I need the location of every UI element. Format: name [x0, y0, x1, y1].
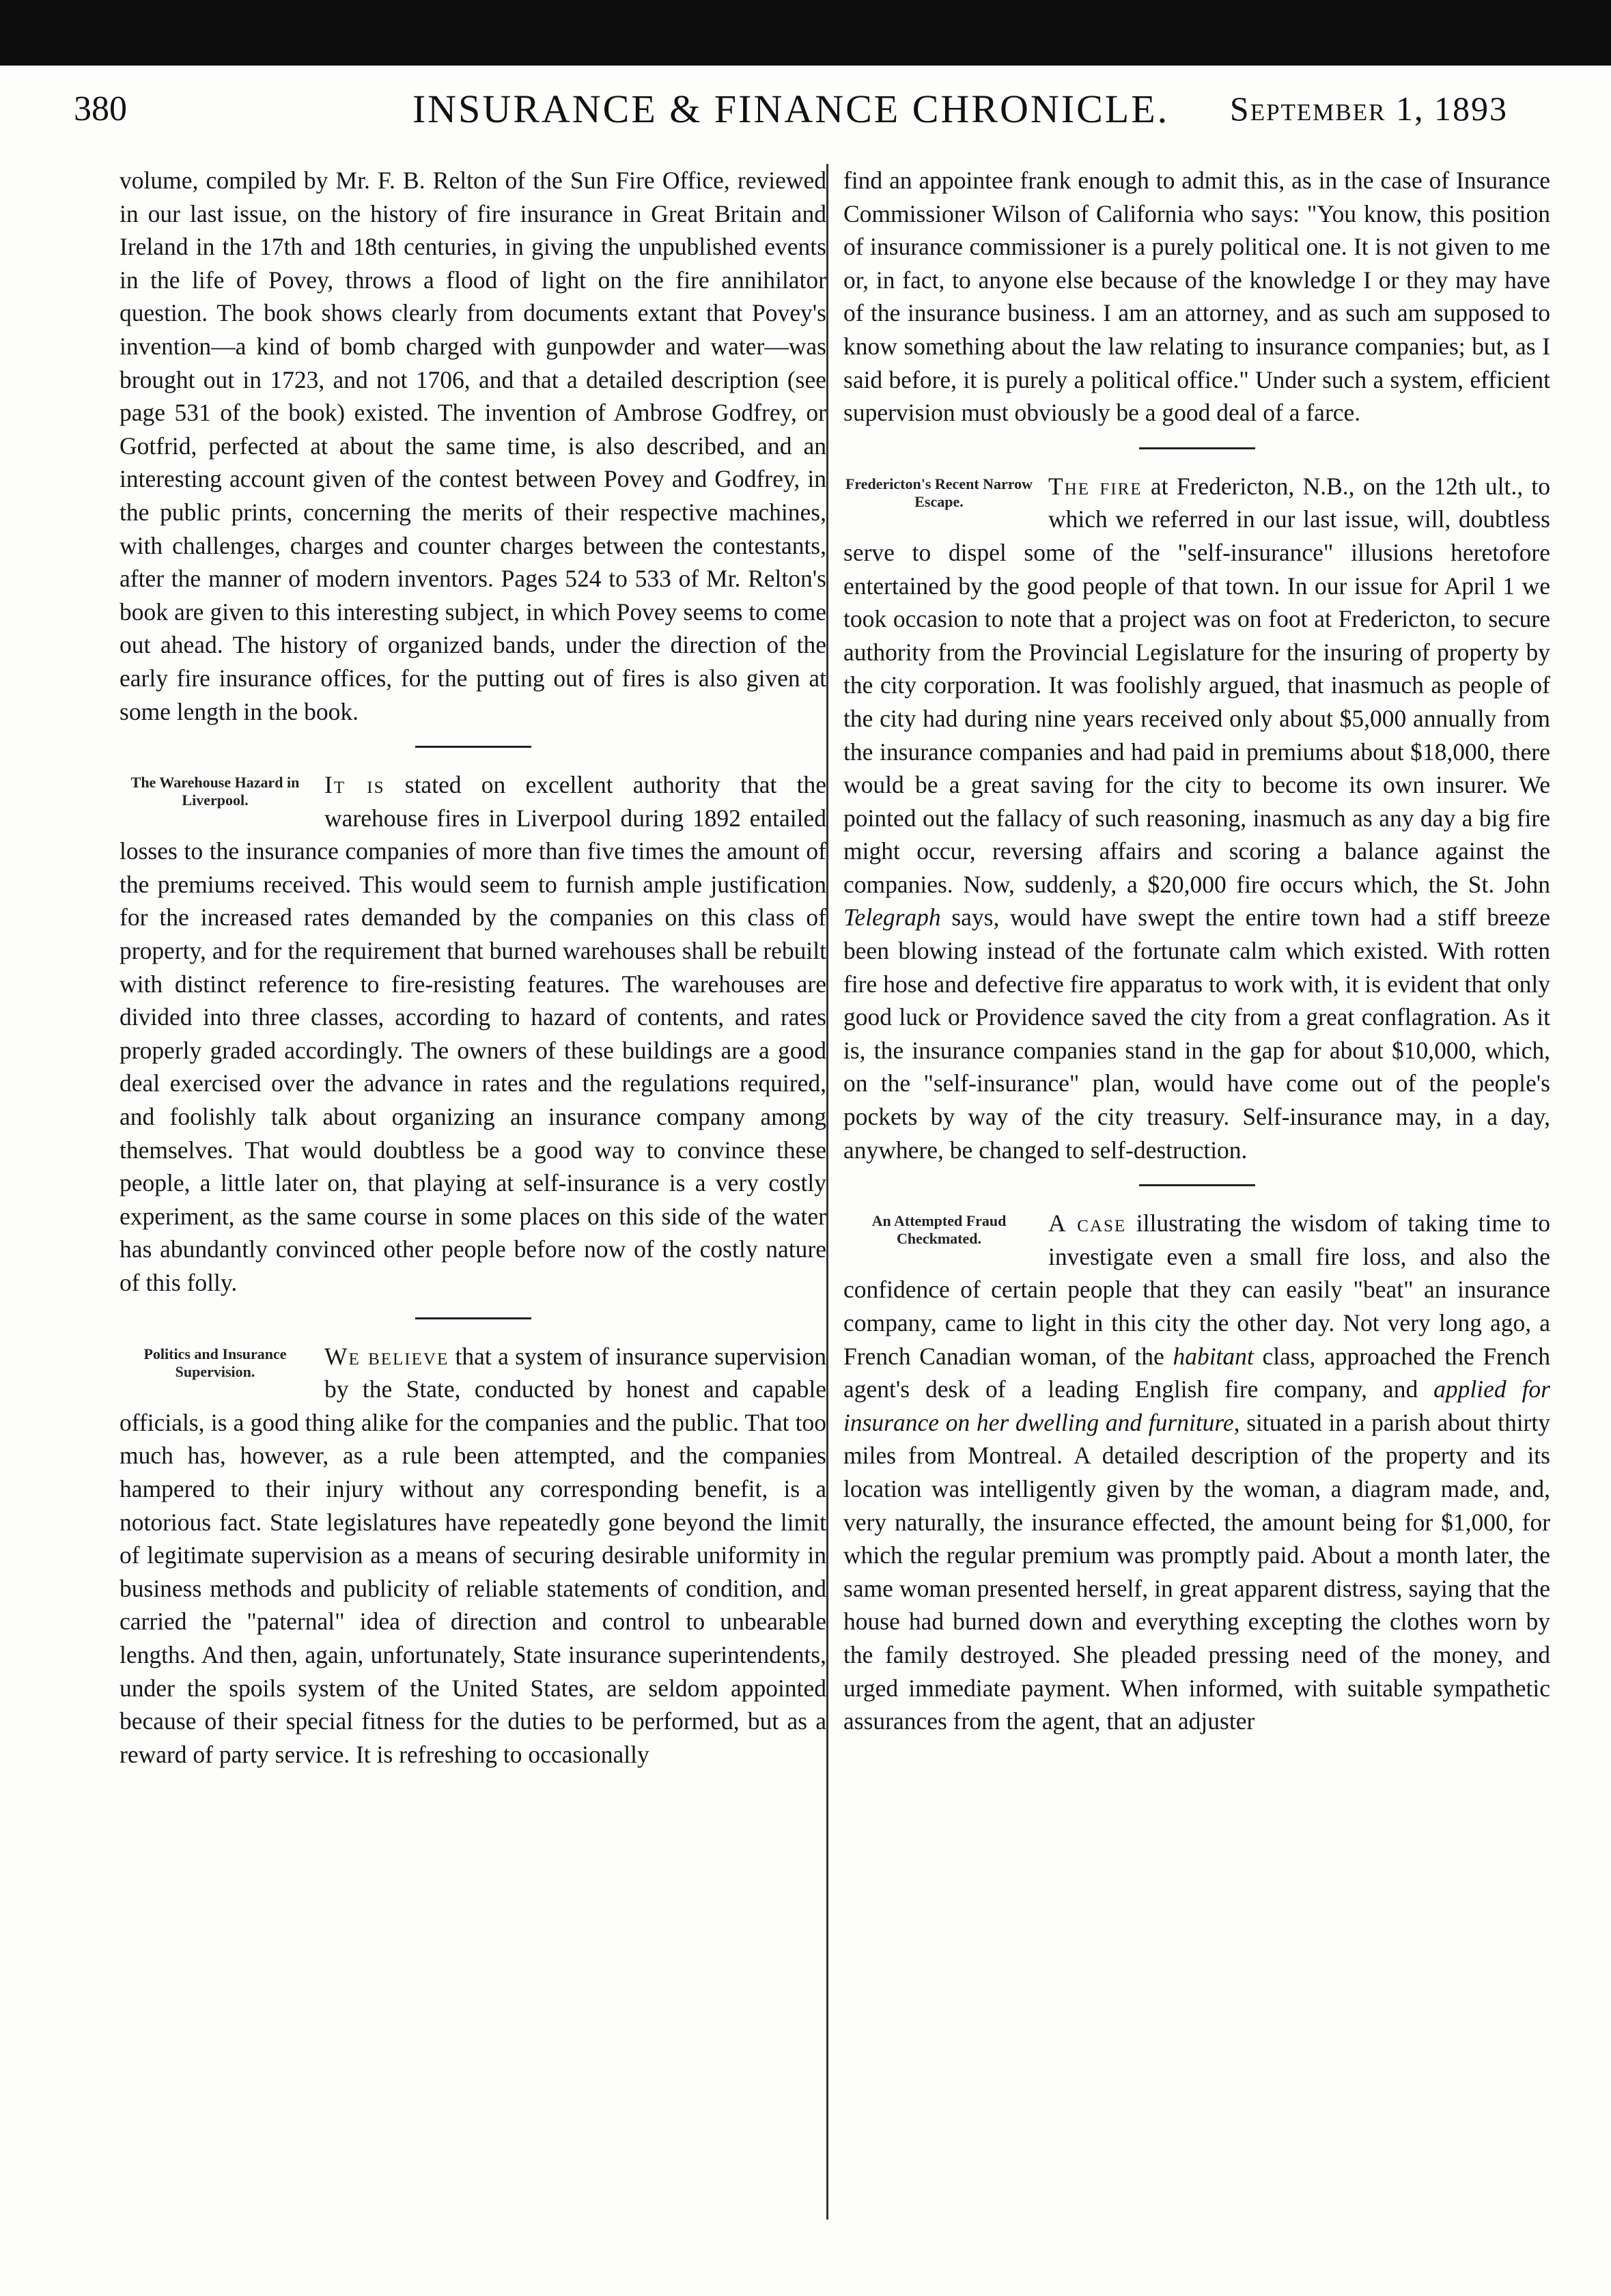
lead-words: We believe [324, 1342, 449, 1370]
scan-top-border [0, 0, 1611, 66]
article-attempted-fraud [843, 1207, 1550, 1738]
lead-words: It is [324, 771, 385, 799]
publication-title: INSURANCE & FINANCE CHRONICLE. [412, 87, 1170, 131]
right-column [843, 164, 1550, 2254]
sidehead-attempted-fraud: An Attempted Fraud Checkmated. [871, 1212, 1007, 1248]
sidehead-warehouse-hazard: The Warehouse Hazard in Liverpool. [130, 774, 300, 809]
issue-date: September 1, 1893 [1229, 89, 1508, 128]
sidehead-fredericton: Fredericton's Recent Narrow Escape. [845, 475, 1033, 510]
article-politics-supervision [120, 1340, 826, 1772]
article-text: at Fredericton, N.B., on the 12th ult., to which we referred in our last issue, will, doubtless serve to dispel some of the "self-insurance" illusions heretofore entertained by the good people of that town. In our issue for April 1 we took occasion to note that a project was on foot at Fredericton, to secure authority from the Provincial Legislature for the insuring of property by the city corporation. It was foolishly argued, that inasmuch as people of the city had during nine years received only about $5,000 annually from the insurance companies and had paid in premiums about $18,000, there would be a great saving for the city to become its own insurer. We pointed out the fallacy of such reasoning, inasmuch as any day a big fire might occur, reversing affairs and scoring a balance against the companies. Now, suddenly, a $20,000 fire occurs which, the St. John [843, 472, 1550, 898]
page-header [74, 86, 1508, 135]
section-rule [415, 746, 531, 748]
page-number: 380 [74, 89, 127, 128]
lead-words: A case [1048, 1209, 1127, 1237]
article-text: stated on excellent authority that the warehouse fires in Liverpool during 1892 entailed losses to the insurance companies of more than five times the amount of the premiums received. This would seem to furnish ample justification for the increased rates demanded by the companies on this class of property, and for the requirement that burned warehouses shall be rebuilt with distinct reference to fire-resisting features. The warehouses are divided into three classes, according to hazard of contents, and rates properly graded accordingly. The owners of these buildings are a good deal exercised over the advance in rates and the regulations required, and foolishly talk about organizing an insurance company among themselves. That would doubtless be a good way to convince these people, a little later on, that playing at self-insurance is a very costly experiment, as the same course in some places on this side of the water has abundantly convinced other people before now of the costly nature of this folly. [120, 771, 826, 1296]
article-text: class, approached the French agent's desk of a leading English fire company, and [843, 1342, 1550, 1403]
article-text: that a system of insurance supervision by the State, conducted by honest and capable officials, is a good thing alike for the companies and the public. That too much has, however, as a rule been attempted, and the companies hampered to their injury without any corresponding benefit, is a notorious fact. State legislatures have repeatedly gone beyond the limit of legitimate supervision as a means of securing desirable uniformity in business methods and publicity of reliable statements of condition, and carried the "paternal" idea of direction and control to unbearable lengths. And then, again, unfortunately, State insurance superintendents, under the spoils system of the United States, are seldom appointed because of their special fitness for the duties to be performed, but as a reward of party service. It is refreshing to occasionally [120, 1342, 826, 1768]
section-rule [1139, 447, 1255, 449]
section-rule [415, 1317, 531, 1319]
article-fredericton [843, 470, 1550, 1166]
article-warehouse-hazard [120, 768, 826, 1300]
article-text: says, would have swept the entire town had a stiff breeze been blowing instead of the fortunate calm which existed. With rotten fire hose and defective fire apparatus to work with, it is evident that only good luck or Providence saved the city from a great conflagration. As it is, the insurance companies stand in the gap for about $10,000, which, on the "self-insurance" plan, would have come out of the people's pockets by way of the city treasury. Self-insurance may, in a day, anywhere, be changed to self-destruction. [843, 904, 1550, 1164]
lead-words: The fire [1048, 472, 1143, 500]
article-povey-continuation: volume, compiled by Mr. F. B. Relton of the Sun Fire Office, reviewed in our last issue, on the history of fire insurance in Great Britain and Ireland in the 17th and 18th centuries, in giving the unpublished events in the life of Povey, throws a flood of light on the fire annihilator question. The book shows clearly from documents extant that Povey's invention—a kind of bomb charged with gunpowder and water—was brought out in 1723, and not 1706, and that a detailed description (see page 531 of the book) existed. The invention of Ambrose Godfrey, or Gotfrid, perfected at about the same time, is also described, and an interesting account given of the contest between Povey and Godfrey, in the public prints, concerning the merits of their respective machines, with challenges, charges and counter charges between the contestants, after the manner of modern inventors. Pages 524 to 533 of Mr. Relton's book are given to this interesting subject, in which Povey seems to come out ahead. The history of organized bands, under the direction of the early fire insurance offices, for the putting out of fires is also given at some length in the book. [120, 167, 826, 725]
article-text: illustrating the wisdom of taking time to investigate even a small fire loss, and also the confidence of certain people that they can easily "beat" an insurance company, came to light in this city the other day. Not very long ago, a French Canadian woman, of the [843, 1209, 1550, 1370]
italic-phrase: applied for insurance on her dwelling and furniture, [843, 1375, 1550, 1436]
italic-term: habitant [1173, 1342, 1254, 1370]
left-column [120, 164, 826, 2254]
sidehead-politics-supervision: Politics and Insurance Supervision. [143, 1345, 287, 1380]
newspaper-name: Telegraph [843, 904, 941, 932]
column-divider [826, 164, 828, 2220]
article-politics-continuation: find an appointee frank enough to admit this, as in the case of Insurance Commissioner Wilson of California who says: "You know, this position of insurance commissioner is a purely political one. It is not given to me or, in fact, to anyone else because of the knowledge I or they may have of the insurance business. I am an attorney, and as such am supposed to know something about the law relating to insurance companies; but, as I said before, it is purely a political office." Under such a system, efficient supervision must obviously be a good deal of a farce. [843, 167, 1550, 427]
section-rule [1139, 1184, 1255, 1186]
article-text: situated in a parish about thirty miles from Montreal. A detailed description of the property and its location was intelligently given by the woman, a diagram made, and, very naturally, the insurance effected, the amount being for $1,000, for which the regular premium was promptly paid. About a month later, the same woman presented herself, in great apparent distress, saying that the house had burned down and everything excepting the clothes worn by the family destroyed. She pleaded pressing need of the money, and urged immediate payment. When informed, with suitable sympathetic assurances from the agent, that an adjuster [843, 1408, 1550, 1735]
